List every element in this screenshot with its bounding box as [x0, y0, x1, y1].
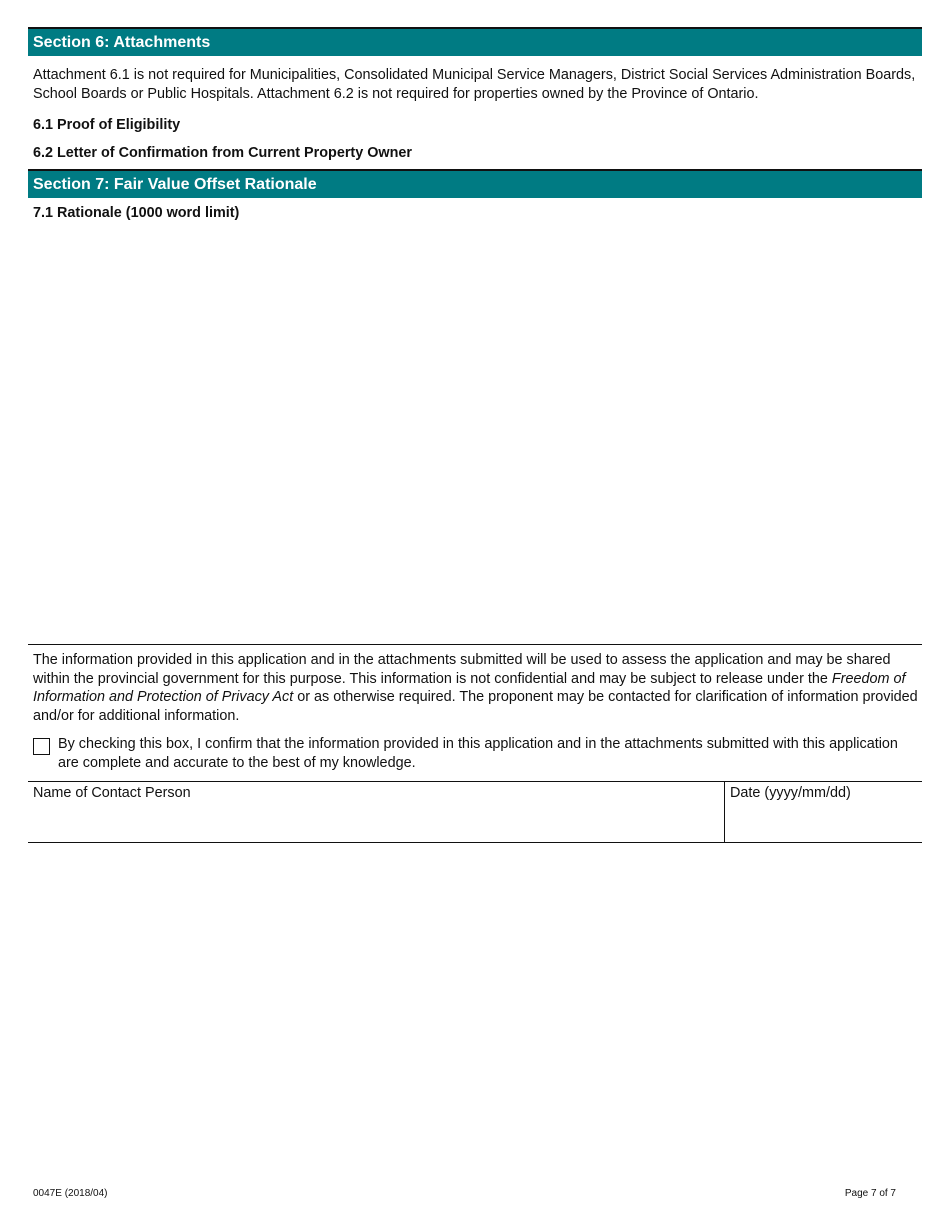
confirmation-label: By checking this box, I confirm that the information provided in this application and in the attachments submitted with this application are complete and accurate to the best of my knowledge. — [58, 736, 898, 771]
disclaimer-part-1: The information provided in this application and in the attachments submitted will be used to assess the application and may be shared within the provincial government for this purpose. This information is not confidential and may be subject to release under the — [33, 652, 891, 687]
form-page — [28, 27, 922, 843]
attachment-6-2-label: 6.2 Letter of Confirmation from Current Property Owner — [33, 145, 412, 161]
attachment-6-1-label: 6.1 Proof of Eligibility — [33, 117, 181, 133]
privacy-act-name: Freedom of Information and Protection of Privacy Act — [33, 670, 906, 705]
disclaimer-text — [33, 651, 918, 725]
confirmation-checkbox[interactable] — [33, 738, 50, 755]
date-label: Date (yyyy/mm/dd) — [730, 785, 851, 801]
disclaimer-block — [28, 644, 922, 725]
section-6-intro: Attachment 6.1 is not required for Municipalities, Consolidated Municipal Service Managers, District Social Services Administration Boards, School Boards or Public Hospitals. Attachment 6.2 is not required for properties owned by the Province of Ontario. — [33, 67, 916, 102]
disclaimer-part-2: or as otherwise required. The proponent may be contacted for clarification of information provided and/or for additional information. — [33, 689, 918, 724]
page-number: Page 7 of 7 — [844, 1188, 896, 1199]
form-code: 0047E (2018/04) — [33, 1188, 108, 1199]
rationale-field[interactable] — [28, 222, 922, 644]
contact-name-field[interactable] — [28, 782, 725, 842]
signature-table — [28, 781, 922, 843]
confirmation-row — [28, 735, 922, 772]
date-field[interactable] — [725, 782, 922, 842]
rationale-label: 7.1 Rationale (1000 word limit) — [33, 205, 240, 221]
contact-name-label: Name of Contact Person — [33, 785, 191, 801]
section-7-header: Section 7: Fair Value Offset Rationale — [28, 169, 922, 198]
section-6-header: Section 6: Attachments — [28, 27, 922, 56]
